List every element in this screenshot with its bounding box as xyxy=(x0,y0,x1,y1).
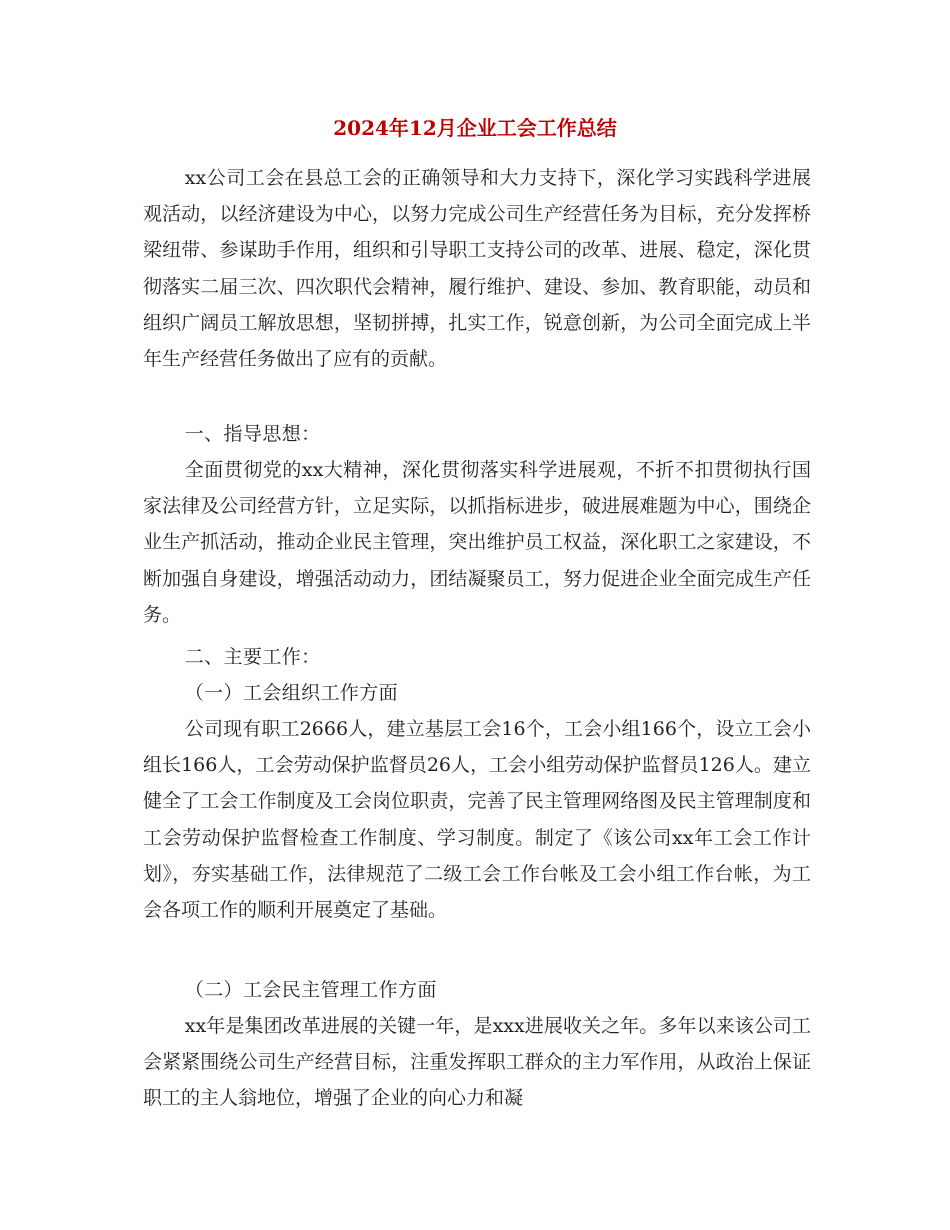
section-heading-guiding-thought: 一、指导思想： xyxy=(184,423,321,445)
organization-paragraph: 公司现有职工2666人，建立基层工会16个，工会小组166个，设立工会小组长166人，工会劳动保护监督员26人，工会小组劳动保护监督员126人。建立健全了工会工作制度及工会岗位职责，完善了民主管理网络图及民主管理制度和工会劳动保护监督检查工作制度、学习制度。制定了《该公司xx年工会工作计划》，夯实基础工作，法律规范了二级工会工作台帐及工会小组工作台帐，为工会各项工作的顺利开展奠定了基础。 xyxy=(143,718,811,922)
democratic-management-paragraph: xx年是集团改革进展的关键一年，是xxx进展收关之年。多年以来该公司工会紧紧围绕公司生产经营目标，注重发挥职工群众的主力军作用，从政治上保证职工的主人翁地位，增强了企业的向心力和凝 xyxy=(143,1015,811,1110)
subsection-heading-organization: （一）工会组织工作方面 xyxy=(184,682,398,704)
subsection-heading-democratic-management: （二）工会民主管理工作方面 xyxy=(184,979,437,1001)
section-heading-main-work: 二、主要工作： xyxy=(184,646,321,668)
document-title: 2024年12月企业工会工作总结 xyxy=(333,116,617,140)
guiding-thought-paragraph: 全面贯彻党的xx大精神，深化贯彻落实科学进展观，不折不扣贯彻执行国家法律及公司经营方针，立足实际，以抓指标进步，破进展难题为中心，围绕企业生产抓活动，推动企业民主管理，突出维护员工权益，深化职工之家建设，不断加强自身建设，增强活动动力，团结凝聚员工，努力促进企业全面完成生产任务。 xyxy=(143,459,811,626)
intro-paragraph: xx公司工会在县总工会的正确领导和大力支持下，深化学习实践科学进展观活动，以经济建设为中心，以努力完成公司生产经营任务为目标，充分发挥桥梁纽带、参谋助手作用，组织和引导职工支持公司的改革、进展、稳定，深化贯彻落实二届三次、四次职代会精神，履行维护、建设、参加、教育职能，动员和组织广阔员工解放思想，坚韧拼搏，扎实工作，锐意创新，为公司全面完成上半年生产经营任务做出了应有的贡献。 xyxy=(143,167,811,371)
